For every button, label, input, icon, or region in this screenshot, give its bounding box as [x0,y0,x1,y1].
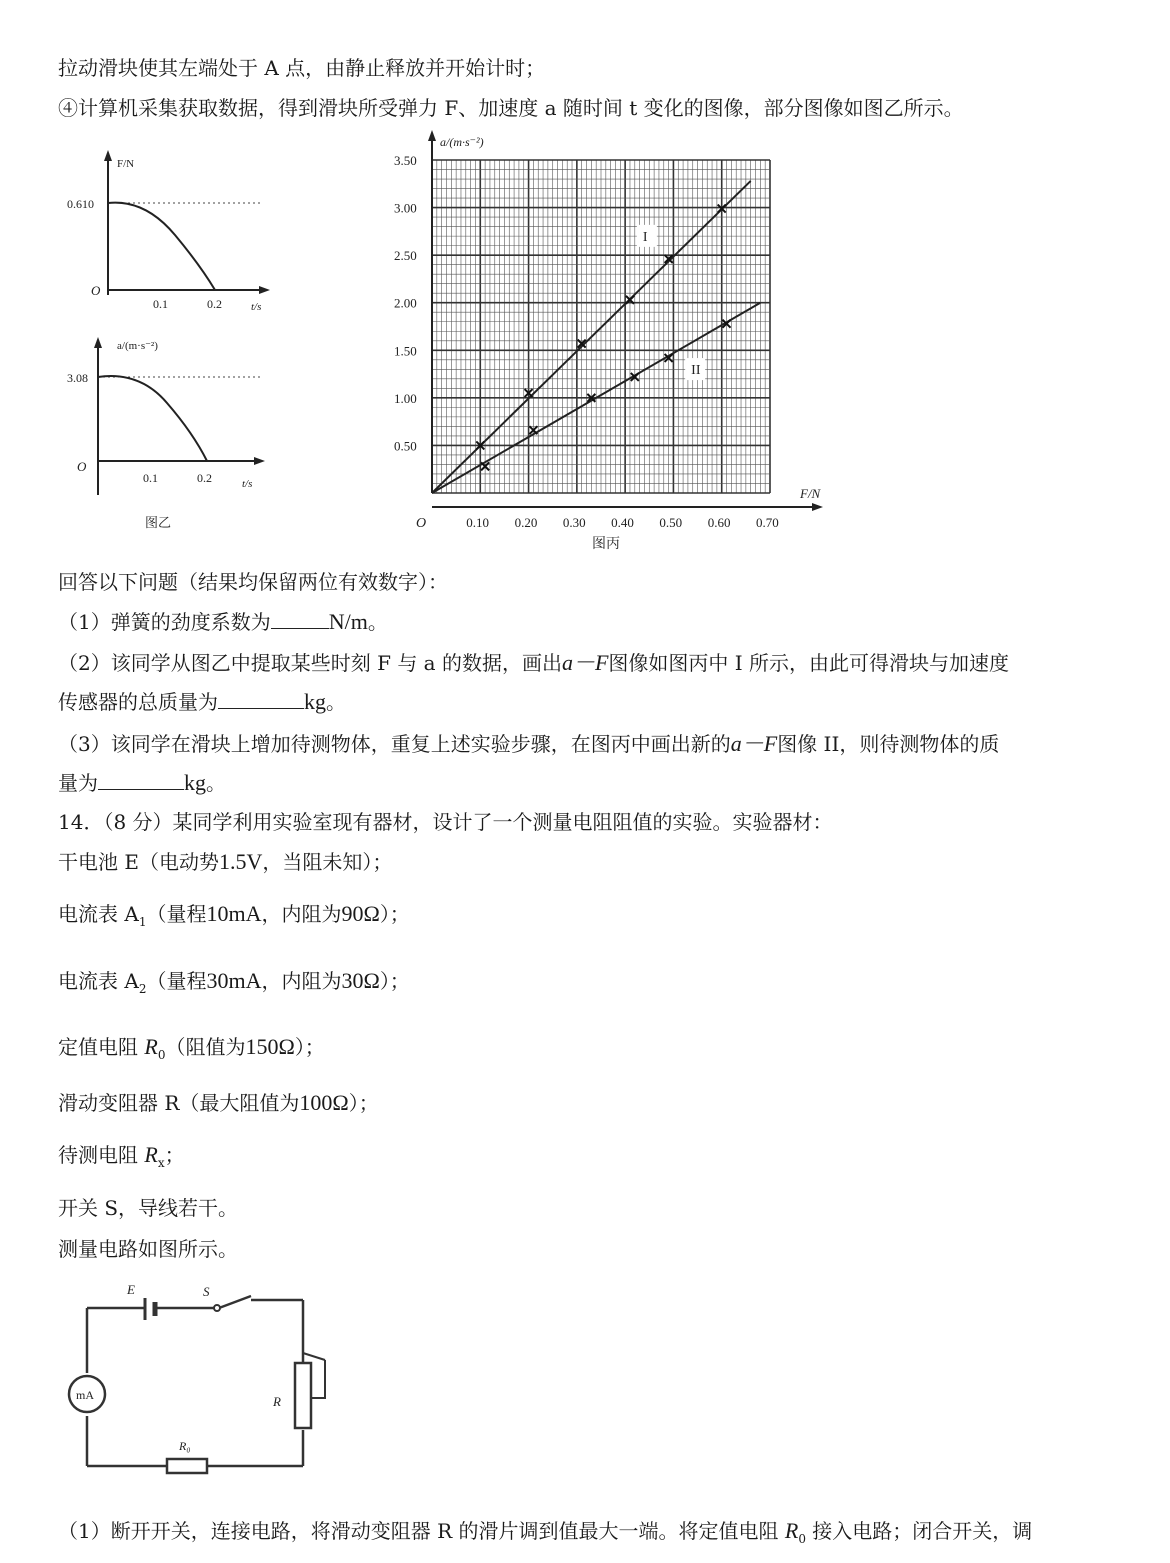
text-line-2: ④计算机采集获取数据，得到滑块所受弹力 F、加速度 a 随时间 t 变化的图像，部分图像如图乙所示。 [58,96,964,120]
y-tick-label: 1.00 [394,390,417,406]
top-ymark: 0.610 [67,197,94,211]
bottom-xlabel: t/s [242,478,253,490]
x-tick-label: 0.50 [659,515,683,530]
question-2-line-1: （2）该同学从图乙中提取某些时刻 F 与 a 的数据，画出a－F图像如图丙中 I 所示，由此可得滑块与加速度 [58,650,1010,675]
x-tick-label: 0.10 [466,515,490,530]
x-axis-arrow [812,503,823,511]
y-tick-label: 2.00 [394,295,417,311]
equipment-unknown-resistor: 待测电阻 $R_x$； [58,1142,185,1170]
y-tick-label: 3.00 [394,200,417,216]
step-1-text: （1）断开开关，连接电路，将滑动变阻器 R 的滑片调到值最大一端。将定值电阻 $R_0$ 接入电路；闭合开关，调 [58,1518,1033,1546]
equipment-ammeter-a2: 电流表 $A_2$（量程30mA，内阻为30Ω）； [58,968,410,996]
x-axis-label: F/N [800,486,821,501]
milliammeter-icon [69,1376,105,1412]
equipment-switch: 开关 S，导线若干。 [58,1196,239,1220]
y-tick-label: 1.50 [394,343,417,359]
x-tick-label: 0.20 [514,515,538,530]
x-tick-label: 0.60 [707,515,731,530]
problem-14-heading: 14．（8 分）某同学利用实验室现有器材，设计了一个测量电阻阻值的实验。实验器材： [58,810,833,834]
text-line-1: 拉动滑块使其左端处于 A 点，由静止释放并开始计时； [58,56,546,80]
bottom-xtick-1: 0.1 [143,471,158,485]
series-label: I [642,229,648,245]
top-xtick-2: 0.2 [207,297,222,311]
top-ylabel: F/N [117,158,135,170]
fixed-resistor-icon [167,1459,207,1473]
equipment-fixed-resistor: 定值电阻 $R_0$（阻值为150Ω）； [58,1034,325,1062]
switch-icon [214,1305,220,1311]
x-tick-label: 0.30 [562,515,586,530]
svg-text:mA: mA [76,1388,94,1402]
question-1: （1）弹簧的劲度系数为 N/m。 [58,609,388,634]
answer-blank-2[interactable] [218,690,304,709]
bottom-ymark: 3.08 [67,371,88,385]
y-tick-label: 0.50 [394,438,417,454]
bottom-origin: O [77,459,87,474]
figure-bing-chart [380,128,850,558]
circuit-intro: 测量电路如图所示。 [58,1237,238,1261]
battery-label: E [127,1282,135,1297]
equipment-rheostat: 滑动变阻器 R（最大阻值为100Ω）； [58,1090,379,1115]
circuit-diagram [55,1278,355,1488]
series-label: II [691,363,701,379]
origin-label: O [416,516,427,531]
force-time-graph [67,150,270,313]
question-3-line-2: 量为 kg。 [58,770,226,795]
top-origin: O [91,283,101,298]
acceleration-time-graph [67,337,265,495]
answer-blank-3[interactable] [98,771,184,790]
equipment-battery: 干电池 E（电动势1.5V，当阻未知）； [58,849,393,874]
y-axis-arrow [428,130,436,141]
y-tick-label: 2.50 [394,248,417,264]
top-xlabel: t/s [251,301,262,313]
figure-yi [55,135,295,545]
x-tick-label: 0.70 [756,515,779,530]
bottom-ylabel: a/(m·s⁻²) [117,340,158,352]
chart-caption: 图丙 [592,537,620,552]
answer-instruction: 回答以下问题（结果均保留两位有效数字）： [58,570,448,594]
rheostat-icon [295,1353,325,1428]
y-axis-label: a/(m·s⁻²) [440,135,484,149]
resistor-label: R₀ [179,1439,191,1453]
rheostat-label: R [273,1394,281,1409]
answer-blank-1[interactable] [271,610,329,629]
y-tick-label: 3.50 [394,153,417,168]
bottom-xtick-2: 0.2 [197,471,212,485]
switch-label: S [203,1284,210,1299]
top-xtick-1: 0.1 [153,297,168,311]
figure-yi-caption: 图乙 [145,515,172,530]
battery-icon [145,1298,155,1320]
equipment-ammeter-a1: 电流表 $A_1$（量程10mA，内阻为90Ω）； [58,901,410,929]
question-3-line-1: （3）该同学在滑块上增加待测物体，重复上述实验步骤，在图丙中画出新的a－F图像 II，则待测物体的质 [58,731,1000,756]
x-tick-label: 0.40 [611,515,634,530]
question-2-line-2: 传感器的总质量为 kg。 [58,689,346,714]
